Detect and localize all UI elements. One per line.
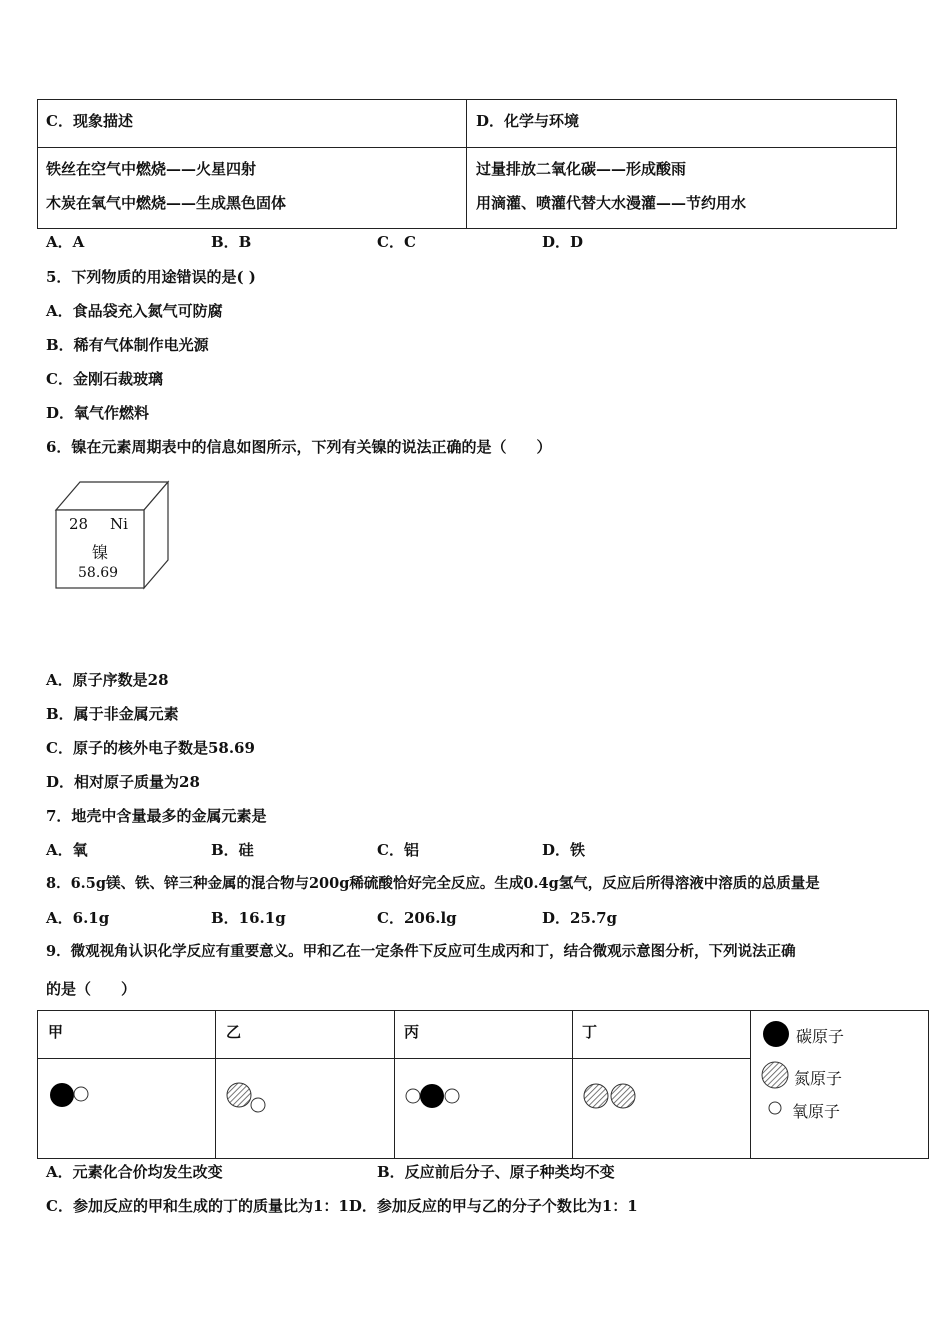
q7-option-c[interactable]: C．铝 [377,841,419,859]
header-jia: 甲 [48,1023,64,1041]
q4-option-c[interactable]: C．C [377,233,416,251]
q5-option-a[interactable]: A．食品袋充入氮气可防腐 [46,302,223,320]
q9-stem-line2: 的是（ ） [46,980,137,998]
legend-nitrogen-icon [762,1062,788,1088]
q4-option-b[interactable]: B．B [211,233,252,251]
q8-option-d[interactable]: D．25.7g [542,909,618,927]
q8-option-a[interactable]: A．6.1g [46,909,110,927]
molecule-bing-co2 [406,1084,459,1108]
q7-option-d[interactable]: D．铁 [542,841,586,859]
legend-oxygen-icon [769,1102,781,1114]
q4-options-table [37,99,897,229]
q4-d-header: D．化学与环境 [476,112,580,130]
q9-option-cd[interactable]: C．参加反应的甲和生成的丁的质量比为1：1D．参加反应的甲与乙的分子个数比为1：1 [46,1197,638,1215]
q5-option-b[interactable]: B．稀有气体制作电光源 [46,336,209,354]
q4-c-line1: 铁丝在空气中燃烧——火星四射 [46,160,257,178]
q7-stem: 7．地壳中含量最多的金属元素是 [46,807,267,825]
q4-option-d[interactable]: D．D [542,233,584,251]
legend-carbon-label: 碳原子 [796,1027,845,1046]
molecule-ding-n2 [584,1084,635,1108]
q6-option-c[interactable]: C．原子的核外电子数是58.69 [46,739,255,757]
molecule-jia-co [50,1083,88,1107]
header-bing: 丙 [404,1023,420,1041]
q4-option-a[interactable]: A．A [46,233,85,251]
legend-carbon-icon [763,1021,789,1047]
q5-option-c[interactable]: C．金刚石裁玻璃 [46,370,163,388]
element-name: 镍 [92,543,109,562]
q4-c-line2: 木炭在氧气中燃烧——生成黑色固体 [46,194,287,212]
q4-d-line2: 用滴灌、喷灌代替大水漫灌——节约用水 [476,194,747,212]
q8-option-b[interactable]: B．16.1g [211,909,286,927]
q6-option-a[interactable]: A．原子序数是28 [46,671,169,689]
legend-oxygen-label: 氧原子 [792,1102,841,1121]
q5-option-d[interactable]: D．氧气作燃料 [46,404,150,422]
q9-option-a[interactable]: A．元素化合价均发生改变 [46,1163,223,1181]
q9-stem-line1: 9．微观视角认识化学反应有重要意义。甲和乙在一定条件下反应可生成丙和丁，结合微观示意图分析，下列说法正确 [46,943,796,960]
nickel-element-cube [52,478,172,590]
q5-stem: 5．下列物质的用途错误的是( ) [46,268,256,286]
q6-stem: 6．镍在元素周期表中的信息如图所示，下列有关镍的说法正确的是（ ） [46,438,552,456]
q4-c-header: C．现象描述 [46,112,133,130]
q9-option-b[interactable]: B．反应前后分子、原子种类均不变 [377,1163,615,1181]
q8-option-c[interactable]: C．206.lg [377,909,457,927]
q9-molecule-table [37,1010,929,1159]
element-mass: 58.69 [78,565,119,581]
q6-option-b[interactable]: B．属于非金属元素 [46,705,179,723]
q7-option-b[interactable]: B．硅 [211,841,254,859]
q8-stem: 8．6.5g镁、铁、锌三种金属的混合物与200g稀硫酸恰好完全反应。生成0.4g氢气，反应后所得溶液中溶质的总质量是 [46,875,820,892]
element-symbol: Ni [110,515,128,533]
header-yi: 乙 [226,1023,242,1041]
q4-d-line1: 过量排放二氧化碳——形成酸雨 [476,160,687,178]
q7-option-a[interactable]: A．氧 [46,841,88,859]
legend-nitrogen-label: 氮原子 [794,1069,843,1088]
q6-option-d[interactable]: D．相对原子质量为28 [46,773,200,791]
element-atomic-number: 28 [69,515,89,533]
header-ding: 丁 [582,1023,598,1041]
molecule-yi-no [227,1083,265,1112]
